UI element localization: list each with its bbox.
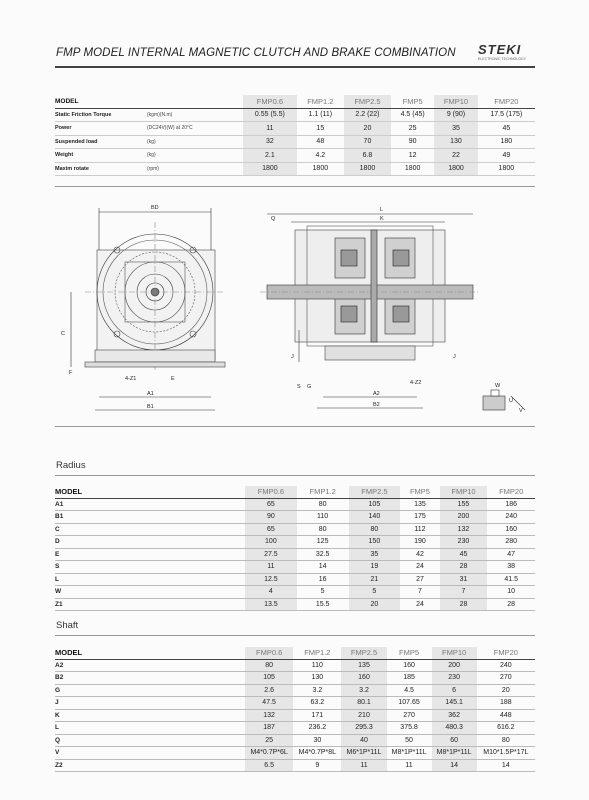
shaft-model-label: MODEL xyxy=(55,647,245,659)
model-header: FMP5 xyxy=(391,95,434,108)
drawing-top-rule xyxy=(55,186,535,187)
dim-label-bd: BD xyxy=(151,205,159,211)
drawing-bottom-rule xyxy=(55,426,535,427)
spec-table xyxy=(55,95,535,176)
spec-row: Static Friction Torque (kgm)(N.m) 0.55 (5.5) 1.1 (11) 2.2 (22) 4.5 (45) 9 (90) 17.5 (175) xyxy=(55,108,535,122)
shaft-header-row xyxy=(55,647,535,659)
dim-label-f: F xyxy=(69,370,73,376)
dim-label-c: C xyxy=(61,331,65,337)
dim-label-j-right: J xyxy=(453,354,456,360)
dim-label-a1: A1 xyxy=(147,391,154,397)
shaft-row: L 187 236.2 295.3 375.8 480.3 616.2 xyxy=(55,722,535,735)
model-header: FMP0.6 xyxy=(243,95,297,108)
dim-label-u: U xyxy=(509,398,513,404)
model-header: FMP2.5 xyxy=(341,647,386,659)
radius-row: S 11 14 19 24 28 38 xyxy=(55,561,535,574)
model-header: FMP10 xyxy=(432,647,477,659)
dim-label-z1: 4-Z1 xyxy=(125,376,137,382)
dim-label-l: L xyxy=(380,207,384,213)
dim-label-z2: 4-Z2 xyxy=(410,380,422,386)
model-header: FMP0.6 xyxy=(245,486,297,498)
radius-row: C 65 80 80 112 132 160 xyxy=(55,523,535,536)
radius-model-label: MODEL xyxy=(55,486,245,498)
dim-label-q: Q xyxy=(271,216,276,222)
shaft-row: G 2.6 3.2 3.2 4.5 6 20 xyxy=(55,684,535,697)
model-header: FMP5 xyxy=(387,647,432,659)
model-header: FMP1.2 xyxy=(297,95,344,108)
model-header: FMP10 xyxy=(440,486,488,498)
dim-label-g: G xyxy=(307,384,312,390)
dim-label-b2: B2 xyxy=(373,402,380,408)
spec-row: Weight (kg) 2.1 4.2 6.8 12 22 49 xyxy=(55,149,535,163)
radius-title-rule xyxy=(55,475,535,476)
model-header: FMP2.5 xyxy=(344,95,391,108)
shaft-row: K 132 171 210 270 362 448 xyxy=(55,709,535,722)
title-rule xyxy=(55,66,535,68)
radius-row: E 27.5 32.5 35 42 45 47 xyxy=(55,548,535,561)
radius-table xyxy=(55,486,535,611)
dim-label-j-left: J xyxy=(291,354,294,360)
radius-header-row xyxy=(55,486,535,498)
model-header: FMP10 xyxy=(434,95,477,108)
spec-header-row xyxy=(55,95,535,108)
model-header: FMP0.6 xyxy=(245,647,293,659)
radius-row: A1 65 80 105 135 155 186 xyxy=(55,498,535,511)
page-title: FMP MODEL INTERNAL MAGNETIC CLUTCH AND BRAKE COMBINATION xyxy=(56,47,456,59)
shaft-section-title: Shaft xyxy=(56,620,79,631)
technical-drawing xyxy=(55,190,535,422)
spec-row: Suspended load (kg) 32 48 70 90 130 180 xyxy=(55,135,535,149)
logo-tagline: ELECTRONIC TECHNOLOGY xyxy=(478,57,526,61)
spec-model-label: MODEL xyxy=(55,95,147,108)
dim-label-k: K xyxy=(380,216,384,222)
model-header: FMP1.2 xyxy=(293,647,341,659)
shaft-table xyxy=(55,647,535,772)
side-view xyxy=(260,207,480,408)
brand-logo xyxy=(478,42,534,66)
radius-row: L 12.5 16 21 27 31 41.5 xyxy=(55,573,535,586)
model-header: FMP20 xyxy=(487,486,535,498)
radius-row: B1 90 110 140 175 200 240 xyxy=(55,511,535,524)
model-header: FMP20 xyxy=(478,95,535,108)
shaft-row: Q 25 30 40 50 60 80 xyxy=(55,734,535,747)
spec-row: Power (DC24V)(W) at 20°C 11 15 20 25 35 45 xyxy=(55,122,535,136)
model-header: FMP20 xyxy=(477,647,535,659)
shaft-row: J 47.5 63.2 80.1 107.65 145.1 188 xyxy=(55,697,535,710)
logo-mark: STEKI xyxy=(478,42,522,57)
spec-row: Maxim rotate (rpm) 1800 1800 1800 1800 1800 1800 xyxy=(55,162,535,176)
shaft-row: A2 80 110 135 160 200 240 xyxy=(55,659,535,672)
radius-section-title: Radius xyxy=(56,460,86,471)
model-header: FMP1.2 xyxy=(297,486,349,498)
shaft-row: V M4*0.7P*6L M4*0.7P*8L M6*1P*11L M8*1P*11L M8*1P*11L M10*1.5P*17L xyxy=(55,747,535,760)
dim-label-v: V xyxy=(519,408,523,414)
dim-label-s: S xyxy=(297,384,301,390)
shaft-row: Z2 6.5 9 11 11 14 14 xyxy=(55,759,535,772)
shaft-title-rule xyxy=(55,635,535,636)
radius-row: Z1 13.5 15.5 20 24 28 28 xyxy=(55,598,535,611)
model-header: FMP5 xyxy=(400,486,439,498)
shaft-row: B2 105 130 160 185 230 270 xyxy=(55,672,535,685)
dim-label-b1: B1 xyxy=(147,404,154,410)
dim-label-a2: A2 xyxy=(373,391,380,397)
radius-row: W 4 5 5 7 7 10 xyxy=(55,586,535,599)
radius-row: D 100 125 150 190 230 280 xyxy=(55,536,535,549)
dim-label-w: W xyxy=(495,383,501,389)
dim-label-e: E xyxy=(171,376,175,382)
key-detail xyxy=(483,383,525,414)
front-view xyxy=(61,205,225,410)
model-header: FMP2.5 xyxy=(349,486,401,498)
